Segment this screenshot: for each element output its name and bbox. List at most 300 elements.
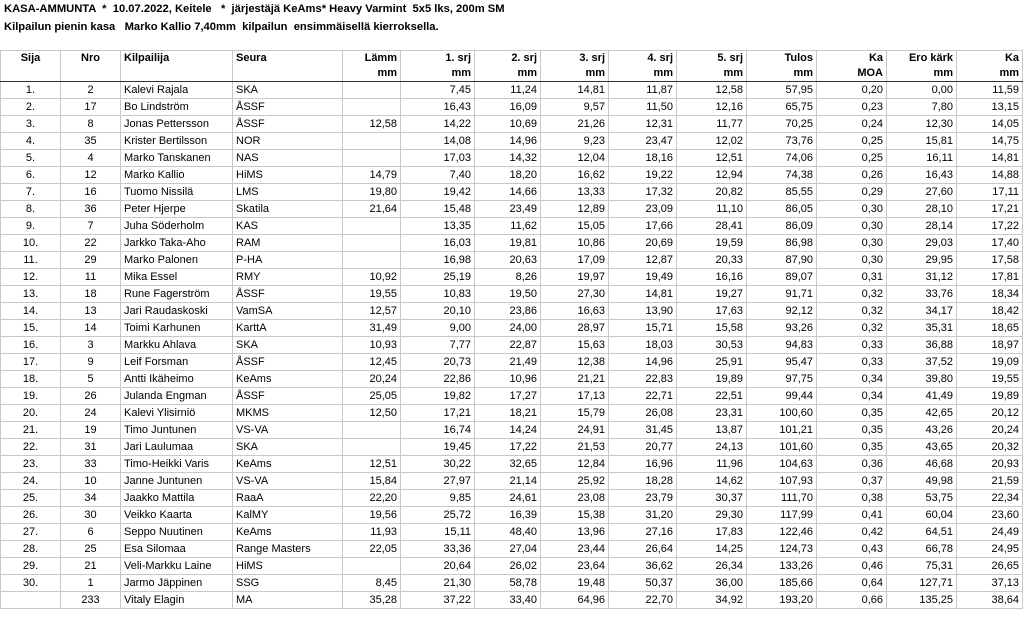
column-header-kilpailija: Kilpailija	[121, 51, 233, 67]
cell-5-srj-mm: 25,91	[677, 354, 747, 371]
cell-1-srj-mm: 16,03	[401, 235, 475, 252]
cell-4-srj-mm: 36,62	[609, 558, 677, 575]
cell-3-srj-mm: 16,62	[541, 167, 609, 184]
cell-1-srj-mm: 15,48	[401, 201, 475, 218]
cell-kilpailija: Jarkko Taka-Aho	[121, 235, 233, 252]
cell-nro: 29	[61, 252, 121, 269]
table-row	[1, 337, 1023, 354]
cell-4-srj-mm: 22,83	[609, 371, 677, 388]
cell-nro: 25	[61, 541, 121, 558]
cell-tulos-mm: 92,12	[747, 303, 817, 320]
cell-5-srj-mm: 15,58	[677, 320, 747, 337]
table-row	[1, 439, 1023, 456]
cell-l-mm-mm	[343, 422, 401, 439]
cell-1-srj-mm: 19,42	[401, 184, 475, 201]
cell-3-srj-mm: 15,79	[541, 405, 609, 422]
table-row	[1, 320, 1023, 337]
cell-nro: 31	[61, 439, 121, 456]
cell-tulos-mm: 94,83	[747, 337, 817, 354]
cell-nro: 16	[61, 184, 121, 201]
cell-5-srj-mm: 11,10	[677, 201, 747, 218]
cell-3-srj-mm: 24,91	[541, 422, 609, 439]
cell-seura: SKA	[233, 439, 343, 456]
cell-sija: 19.	[1, 388, 61, 405]
cell-1-srj-mm: 25,72	[401, 507, 475, 524]
table-row	[1, 456, 1023, 473]
cell-seura: ÅSSF	[233, 388, 343, 405]
cell-sija: 27.	[1, 524, 61, 541]
cell-3-srj-mm: 17,13	[541, 388, 609, 405]
cell-2-srj-mm: 18,20	[475, 167, 541, 184]
cell-kilpailija: Jari Laulumaa	[121, 439, 233, 456]
cell-2-srj-mm: 32,65	[475, 456, 541, 473]
cell-l-mm-mm: 22,20	[343, 490, 401, 507]
cell-2-srj-mm: 11,62	[475, 218, 541, 235]
cell-seura: MKMS	[233, 405, 343, 422]
cell-l-mm-mm: 8,45	[343, 575, 401, 592]
cell-tulos-mm: 74,06	[747, 150, 817, 167]
cell-l-mm-mm: 22,05	[343, 541, 401, 558]
cell-ero-k-rk-mm: 43,65	[887, 439, 957, 456]
cell-l-mm-mm: 25,05	[343, 388, 401, 405]
table-row	[1, 592, 1023, 609]
cell-1-srj-mm: 27,97	[401, 473, 475, 490]
column-header-tulos: Tulos	[747, 51, 817, 67]
cell-l-mm-mm: 19,56	[343, 507, 401, 524]
cell-kilpailija: Veli-Markku Laine	[121, 558, 233, 575]
cell-seura: NOR	[233, 133, 343, 150]
cell-4-srj-mm: 16,96	[609, 456, 677, 473]
cell-2-srj-mm: 24,61	[475, 490, 541, 507]
cell-1-srj-mm: 15,11	[401, 524, 475, 541]
cell-4-srj-mm: 15,71	[609, 320, 677, 337]
cell-ka-mm: 26,65	[957, 558, 1023, 575]
cell-ero-k-rk-mm: 49,98	[887, 473, 957, 490]
cell-ero-k-rk-mm: 7,80	[887, 99, 957, 116]
cell-5-srj-mm: 19,27	[677, 286, 747, 303]
cell-ero-k-rk-mm: 28,10	[887, 201, 957, 218]
cell-kilpailija: Tuomo Nissilä	[121, 184, 233, 201]
cell-tulos-mm: 93,26	[747, 320, 817, 337]
cell-l-mm-mm: 19,80	[343, 184, 401, 201]
cell-sija: 15.	[1, 320, 61, 337]
cell-sija: 18.	[1, 371, 61, 388]
cell-seura: VamSA	[233, 303, 343, 320]
cell-sija: 2.	[1, 99, 61, 116]
cell-sija: 28.	[1, 541, 61, 558]
cell-4-srj-mm: 18,03	[609, 337, 677, 354]
column-header-nro: Nro	[61, 51, 121, 67]
cell-sija: 1.	[1, 82, 61, 99]
cell-seura: LMS	[233, 184, 343, 201]
cell-ka-moa: 0,25	[817, 150, 887, 167]
cell-tulos-mm: 99,44	[747, 388, 817, 405]
cell-4-srj-mm: 20,77	[609, 439, 677, 456]
cell-5-srj-mm: 29,30	[677, 507, 747, 524]
cell-seura: ÅSSF	[233, 286, 343, 303]
cell-3-srj-mm: 23,08	[541, 490, 609, 507]
column-unit	[121, 66, 233, 82]
cell-ka-moa: 0,30	[817, 218, 887, 235]
column-unit: MOA	[817, 66, 887, 82]
cell-3-srj-mm: 10,86	[541, 235, 609, 252]
cell-ka-moa: 0,46	[817, 558, 887, 575]
cell-sija: 23.	[1, 456, 61, 473]
cell-nro: 21	[61, 558, 121, 575]
cell-ero-k-rk-mm: 42,65	[887, 405, 957, 422]
cell-2-srj-mm: 17,22	[475, 439, 541, 456]
cell-3-srj-mm: 19,97	[541, 269, 609, 286]
cell-4-srj-mm: 17,66	[609, 218, 677, 235]
cell-l-mm-mm: 10,93	[343, 337, 401, 354]
cell-ka-mm: 14,75	[957, 133, 1023, 150]
cell-seura: SKA	[233, 337, 343, 354]
cell-ero-k-rk-mm: 28,14	[887, 218, 957, 235]
cell-ka-mm: 23,60	[957, 507, 1023, 524]
cell-2-srj-mm: 19,81	[475, 235, 541, 252]
cell-sija: 9.	[1, 218, 61, 235]
cell-tulos-mm: 86,05	[747, 201, 817, 218]
cell-l-mm-mm	[343, 133, 401, 150]
cell-ka-mm: 14,88	[957, 167, 1023, 184]
cell-ka-mm: 19,89	[957, 388, 1023, 405]
cell-l-mm-mm: 35,28	[343, 592, 401, 609]
cell-l-mm-mm: 10,92	[343, 269, 401, 286]
cell-5-srj-mm: 17,63	[677, 303, 747, 320]
cell-5-srj-mm: 20,33	[677, 252, 747, 269]
cell-ka-mm: 22,34	[957, 490, 1023, 507]
cell-ka-moa: 0,36	[817, 456, 887, 473]
column-header-3-srj: 3. srj	[541, 51, 609, 67]
cell-1-srj-mm: 37,22	[401, 592, 475, 609]
cell-tulos-mm: 87,90	[747, 252, 817, 269]
column-unit: mm	[887, 66, 957, 82]
cell-ka-moa: 0,23	[817, 99, 887, 116]
table-row	[1, 82, 1023, 99]
cell-l-mm-mm	[343, 235, 401, 252]
cell-2-srj-mm: 23,86	[475, 303, 541, 320]
cell-2-srj-mm: 8,26	[475, 269, 541, 286]
cell-nro: 36	[61, 201, 121, 218]
cell-1-srj-mm: 7,77	[401, 337, 475, 354]
cell-2-srj-mm: 33,40	[475, 592, 541, 609]
cell-5-srj-mm: 20,82	[677, 184, 747, 201]
cell-nro: 22	[61, 235, 121, 252]
cell-seura: Skatila	[233, 201, 343, 218]
table-row	[1, 218, 1023, 235]
cell-l-mm-mm	[343, 558, 401, 575]
cell-nro: 1	[61, 575, 121, 592]
cell-ero-k-rk-mm: 29,95	[887, 252, 957, 269]
cell-ero-k-rk-mm: 37,52	[887, 354, 957, 371]
column-unit: mm	[343, 66, 401, 82]
cell-2-srj-mm: 14,96	[475, 133, 541, 150]
cell-3-srj-mm: 12,04	[541, 150, 609, 167]
cell-ka-mm: 37,13	[957, 575, 1023, 592]
cell-1-srj-mm: 20,73	[401, 354, 475, 371]
table-row	[1, 575, 1023, 592]
cell-ka-mm: 18,34	[957, 286, 1023, 303]
cell-seura: NAS	[233, 150, 343, 167]
cell-2-srj-mm: 14,24	[475, 422, 541, 439]
cell-5-srj-mm: 24,13	[677, 439, 747, 456]
cell-5-srj-mm: 19,59	[677, 235, 747, 252]
cell-kilpailija: Rune Fagerström	[121, 286, 233, 303]
cell-nro: 35	[61, 133, 121, 150]
cell-ka-moa: 0,30	[817, 252, 887, 269]
cell-tulos-mm: 101,21	[747, 422, 817, 439]
cell-nro: 10	[61, 473, 121, 490]
cell-2-srj-mm: 20,63	[475, 252, 541, 269]
cell-seura: Range Masters	[233, 541, 343, 558]
cell-ka-mm: 14,81	[957, 150, 1023, 167]
cell-4-srj-mm: 11,50	[609, 99, 677, 116]
cell-ka-mm: 14,05	[957, 116, 1023, 133]
column-header-seura: Seura	[233, 51, 343, 67]
cell-l-mm-mm: 12,51	[343, 456, 401, 473]
cell-tulos-mm: 70,25	[747, 116, 817, 133]
cell-seura: MA	[233, 592, 343, 609]
table-row	[1, 184, 1023, 201]
cell-sija: 24.	[1, 473, 61, 490]
cell-ero-k-rk-mm: 64,51	[887, 524, 957, 541]
cell-kilpailija: Timo-Heikki Varis	[121, 456, 233, 473]
cell-kilpailija: Bo Lindström	[121, 99, 233, 116]
cell-4-srj-mm: 50,37	[609, 575, 677, 592]
cell-3-srj-mm: 19,48	[541, 575, 609, 592]
table-row	[1, 422, 1023, 439]
cell-2-srj-mm: 10,69	[475, 116, 541, 133]
cell-ka-moa: 0,64	[817, 575, 887, 592]
cell-ero-k-rk-mm: 46,68	[887, 456, 957, 473]
table-row	[1, 388, 1023, 405]
cell-ka-moa: 0,33	[817, 337, 887, 354]
table-row	[1, 371, 1023, 388]
table-row	[1, 150, 1023, 167]
cell-ka-mm: 20,32	[957, 439, 1023, 456]
cell-4-srj-mm: 12,31	[609, 116, 677, 133]
cell-kilpailija: Marko Kallio	[121, 167, 233, 184]
cell-sija: 4.	[1, 133, 61, 150]
cell-5-srj-mm: 14,25	[677, 541, 747, 558]
cell-2-srj-mm: 22,87	[475, 337, 541, 354]
cell-2-srj-mm: 21,49	[475, 354, 541, 371]
cell-2-srj-mm: 14,66	[475, 184, 541, 201]
cell-ka-moa: 0,30	[817, 235, 887, 252]
cell-nro: 6	[61, 524, 121, 541]
cell-ero-k-rk-mm: 12,30	[887, 116, 957, 133]
cell-ka-moa: 0,24	[817, 116, 887, 133]
cell-ka-mm: 38,64	[957, 592, 1023, 609]
cell-nro: 7	[61, 218, 121, 235]
column-header-5-srj: 5. srj	[677, 51, 747, 67]
cell-4-srj-mm: 22,70	[609, 592, 677, 609]
cell-kilpailija: Toimi Karhunen	[121, 320, 233, 337]
cell-3-srj-mm: 16,63	[541, 303, 609, 320]
cell-ka-mm: 21,59	[957, 473, 1023, 490]
cell-ka-moa: 0,33	[817, 354, 887, 371]
cell-1-srj-mm: 7,40	[401, 167, 475, 184]
cell-5-srj-mm: 23,31	[677, 405, 747, 422]
table-row	[1, 490, 1023, 507]
cell-5-srj-mm: 11,96	[677, 456, 747, 473]
cell-kilpailija: Marko Tanskanen	[121, 150, 233, 167]
cell-tulos-mm: 74,38	[747, 167, 817, 184]
cell-ka-moa: 0,32	[817, 286, 887, 303]
cell-kilpailija: Antti Ikäheimo	[121, 371, 233, 388]
cell-1-srj-mm: 13,35	[401, 218, 475, 235]
sheet-subtitle: Kilpailun pienin kasa Marko Kallio 7,40mm kilpailun ensimmäisellä kierroksella.	[4, 21, 439, 33]
cell-3-srj-mm: 12,84	[541, 456, 609, 473]
cell-ero-k-rk-mm: 29,03	[887, 235, 957, 252]
cell-tulos-mm: 85,55	[747, 184, 817, 201]
table-row	[1, 116, 1023, 133]
cell-ka-mm: 18,65	[957, 320, 1023, 337]
sheet-title: KASA-AMMUNTA * 10.07.2022, Keitele * järjestäjä KeAms* Heavy Varmint 5x5 lks, 200m SM	[4, 3, 505, 15]
cell-1-srj-mm: 17,03	[401, 150, 475, 167]
cell-seura: P-HA	[233, 252, 343, 269]
cell-sija: 7.	[1, 184, 61, 201]
cell-sija: 13.	[1, 286, 61, 303]
cell-2-srj-mm: 16,39	[475, 507, 541, 524]
unit-row	[1, 66, 1023, 82]
table-row	[1, 269, 1023, 286]
cell-seura: ÅSSF	[233, 116, 343, 133]
cell-tulos-mm: 65,75	[747, 99, 817, 116]
cell-ka-moa: 0,34	[817, 388, 887, 405]
cell-4-srj-mm: 18,28	[609, 473, 677, 490]
cell-3-srj-mm: 12,38	[541, 354, 609, 371]
cell-ka-moa: 0,37	[817, 473, 887, 490]
cell-1-srj-mm: 10,83	[401, 286, 475, 303]
cell-nro: 9	[61, 354, 121, 371]
cell-1-srj-mm: 21,30	[401, 575, 475, 592]
cell-kilpailija: Krister Bertilsson	[121, 133, 233, 150]
cell-3-srj-mm: 15,38	[541, 507, 609, 524]
cell-5-srj-mm: 16,16	[677, 269, 747, 286]
cell-ka-mm: 19,55	[957, 371, 1023, 388]
column-header-l-mm: Lämm	[343, 51, 401, 67]
cell-tulos-mm: 185,66	[747, 575, 817, 592]
cell-nro: 34	[61, 490, 121, 507]
cell-5-srj-mm: 12,51	[677, 150, 747, 167]
column-header-2-srj: 2. srj	[475, 51, 541, 67]
cell-tulos-mm: 89,07	[747, 269, 817, 286]
cell-kilpailija: Jaakko Mattila	[121, 490, 233, 507]
cell-kilpailija: Esa Silomaa	[121, 541, 233, 558]
cell-kilpailija: Markku Ahlava	[121, 337, 233, 354]
cell-ero-k-rk-mm: 60,04	[887, 507, 957, 524]
cell-2-srj-mm: 26,02	[475, 558, 541, 575]
cell-ero-k-rk-mm: 36,88	[887, 337, 957, 354]
cell-ka-moa: 0,43	[817, 541, 887, 558]
column-unit: mm	[475, 66, 541, 82]
cell-kilpailija: Janne Juntunen	[121, 473, 233, 490]
cell-sija: 26.	[1, 507, 61, 524]
cell-3-srj-mm: 21,21	[541, 371, 609, 388]
cell-kilpailija: Timo Juntunen	[121, 422, 233, 439]
cell-sija: 29.	[1, 558, 61, 575]
cell-tulos-mm: 95,47	[747, 354, 817, 371]
cell-seura: ÅSSF	[233, 99, 343, 116]
cell-ka-moa: 0,25	[817, 133, 887, 150]
cell-3-srj-mm: 13,96	[541, 524, 609, 541]
cell-1-srj-mm: 30,22	[401, 456, 475, 473]
cell-kilpailija: Kalevi Rajala	[121, 82, 233, 99]
cell-3-srj-mm: 15,63	[541, 337, 609, 354]
cell-sija: 6.	[1, 167, 61, 184]
cell-seura: VS-VA	[233, 422, 343, 439]
cell-3-srj-mm: 12,89	[541, 201, 609, 218]
cell-seura: RAM	[233, 235, 343, 252]
cell-l-mm-mm: 19,55	[343, 286, 401, 303]
cell-tulos-mm: 101,60	[747, 439, 817, 456]
cell-nro: 12	[61, 167, 121, 184]
cell-2-srj-mm: 17,27	[475, 388, 541, 405]
cell-ero-k-rk-mm: 34,17	[887, 303, 957, 320]
cell-kilpailija: Marko Palonen	[121, 252, 233, 269]
column-header-ka: Ka	[817, 51, 887, 67]
cell-3-srj-mm: 64,96	[541, 592, 609, 609]
cell-tulos-mm: 107,93	[747, 473, 817, 490]
cell-1-srj-mm: 17,21	[401, 405, 475, 422]
cell-1-srj-mm: 7,45	[401, 82, 475, 99]
table-row	[1, 303, 1023, 320]
cell-2-srj-mm: 58,78	[475, 575, 541, 592]
cell-sija: 8.	[1, 201, 61, 218]
cell-l-mm-mm: 12,50	[343, 405, 401, 422]
cell-seura: SKA	[233, 82, 343, 99]
cell-ka-moa: 0,66	[817, 592, 887, 609]
cell-l-mm-mm	[343, 99, 401, 116]
cell-5-srj-mm: 36,00	[677, 575, 747, 592]
cell-4-srj-mm: 22,71	[609, 388, 677, 405]
cell-sija: 16.	[1, 337, 61, 354]
cell-4-srj-mm: 23,09	[609, 201, 677, 218]
cell-3-srj-mm: 9,57	[541, 99, 609, 116]
cell-ka-mm: 17,81	[957, 269, 1023, 286]
table-row	[1, 201, 1023, 218]
column-unit: mm	[957, 66, 1023, 82]
cell-nro: 24	[61, 405, 121, 422]
cell-nro: 4	[61, 150, 121, 167]
cell-1-srj-mm: 20,64	[401, 558, 475, 575]
cell-ka-mm: 17,58	[957, 252, 1023, 269]
cell-kilpailija: Leif Forsman	[121, 354, 233, 371]
cell-2-srj-mm: 48,40	[475, 524, 541, 541]
cell-sija	[1, 592, 61, 609]
cell-4-srj-mm: 19,22	[609, 167, 677, 184]
cell-4-srj-mm: 20,69	[609, 235, 677, 252]
column-unit: mm	[677, 66, 747, 82]
cell-kilpailija: Jari Raudaskoski	[121, 303, 233, 320]
cell-5-srj-mm: 14,62	[677, 473, 747, 490]
cell-sija: 12.	[1, 269, 61, 286]
column-header-ero-k-rk: Ero kärk	[887, 51, 957, 67]
cell-seura: KeAms	[233, 456, 343, 473]
cell-nro: 14	[61, 320, 121, 337]
cell-sija: 20.	[1, 405, 61, 422]
cell-sija: 25.	[1, 490, 61, 507]
cell-4-srj-mm: 26,08	[609, 405, 677, 422]
cell-sija: 14.	[1, 303, 61, 320]
cell-ka-moa: 0,35	[817, 405, 887, 422]
cell-5-srj-mm: 12,02	[677, 133, 747, 150]
cell-kilpailija: Jonas Pettersson	[121, 116, 233, 133]
cell-l-mm-mm: 12,45	[343, 354, 401, 371]
cell-tulos-mm: 111,70	[747, 490, 817, 507]
cell-5-srj-mm: 22,51	[677, 388, 747, 405]
